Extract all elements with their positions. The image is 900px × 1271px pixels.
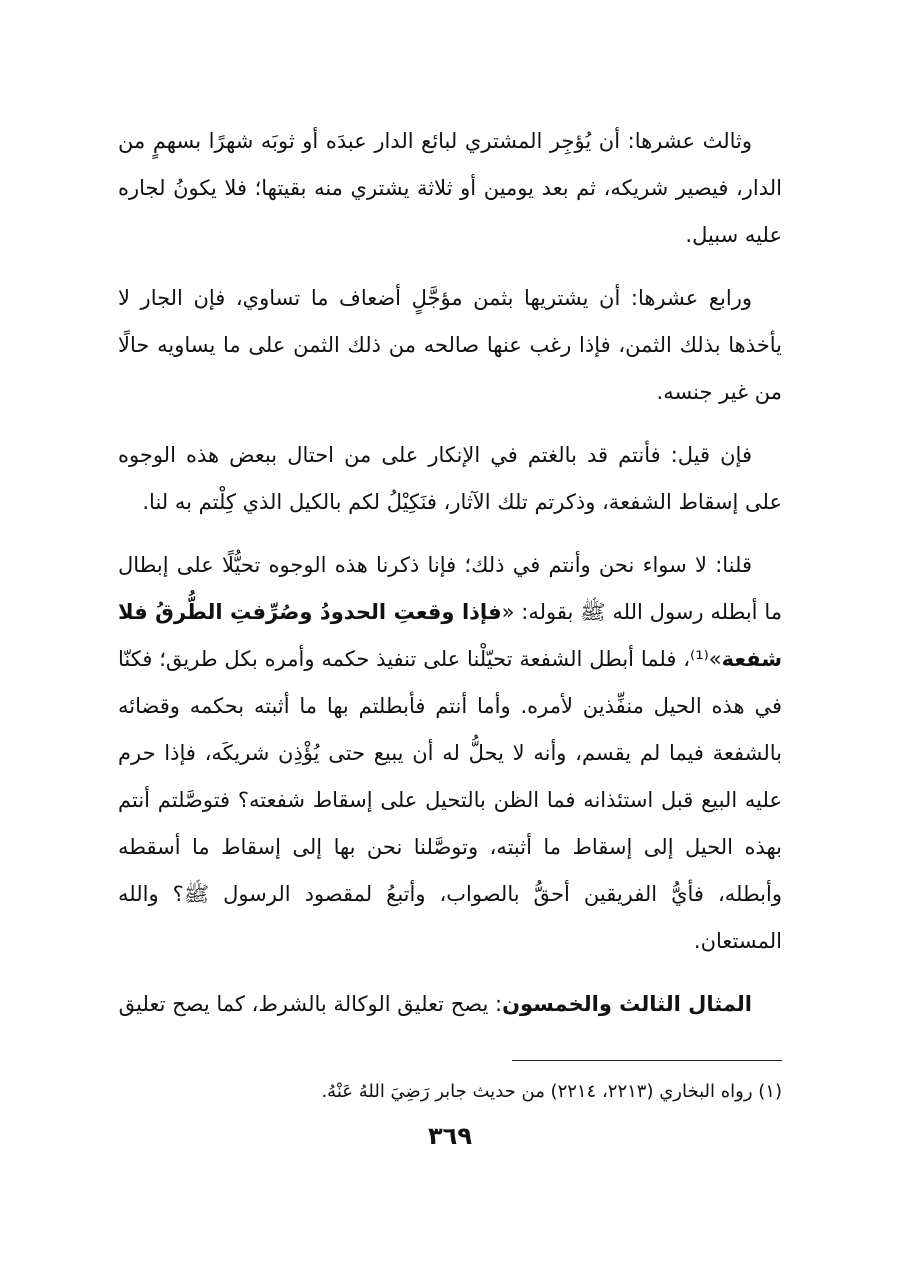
footnote-text: (١) رواه البخاري (٢٢١٣، ٢٢١٤) من حديث جابر رَضِيَ اللهُ عَنْهُ. [321,1081,782,1102]
paragraph-14th-trick [118,275,782,416]
paragraph-text: وثالث عشرها: أن يُؤجِر المشتري لبائع الدار عبدَه أو ثوبَه شهرًا بسهمٍ من الدار، فيصير شريكه، ثم بعد يومين أو ثلاثة يشتري منه بقيتها؛ فلا يكونُ لجاره عليه سبيل. [118,129,782,247]
paragraph-response [118,542,782,965]
main-text [118,118,782,1044]
paragraph-text: ورابع عشرها: أن يشتريها بثمن مؤجَّلٍ أضعاف ما تساوي، فإن الجار لا يأخذها بذلك الثمن، فإذا رغب عنها صالحه من ذلك الثمن على ما يساويه حالًا من غير جنسه. [118,286,782,404]
footnote-divider [512,1060,782,1061]
paragraph-13th-trick [118,118,782,259]
hadith-quote: فإذا وقعتِ الحدودُ وصُرِّفتِ الطُّرقُ فلا شفعة [118,600,782,671]
paragraph-text-after: : يصح تعليق الوكالة بالشرط، كما يصح تعليق [118,992,503,1016]
paragraph-example-53 [118,981,782,1028]
page-number: ٣٦٩ [428,1122,472,1150]
paragraph-text-after: »⁽¹⁾، فلما أبطل الشفعة تحيّلْنا على تنفيذ حكمه وأمره بكل طريق؛ فكنّا في هذه الحيل منفِّذين لأمره. وأما أنتم فأبطلتم بها ما أثبته بحكمه وقضائه بالشفعة فيما لم يقسم، وأنه لا يحلُّ له أن يبيع حتى يُؤْذِن شريكَه، فإذا حرم عليه البيع قبل استئذانه فما الظن بالتحيل على إسقاط شفعته؟ فتوصَّلتم أنتم بهذه الحيل إلى إسقاط ما أثبته، وتوصَّلنا نحن بها إلى إسقاط ما أسقطه وأبطله، فأيُّ الفريقين أحقُّ بالصواب، وأتبعُ لمقصود الرسول ﷺ؟ والله المستعان. [118,647,782,953]
paragraph-text-before: قلنا: لا سواء نحن وأنتم في ذلك؛ فإنا ذكرنا هذه الوجوه تحيُّلًا على إبطال ما أبطله رسول الله ﷺ بقوله: « [118,553,782,624]
paragraph-text: فإن قيل: فأنتم قد بالغتم في الإنكار على من احتال ببعض هذه الوجوه على إسقاط الشفعة، وذكرتم تلك الآثار، فنَكِيْلُ لكم بالكيل الذي كِلْتم به لنا. [118,443,782,514]
paragraph-objection [118,432,782,526]
footnote [118,1076,782,1108]
example-heading: المثال الثالث والخمسون [502,992,752,1016]
